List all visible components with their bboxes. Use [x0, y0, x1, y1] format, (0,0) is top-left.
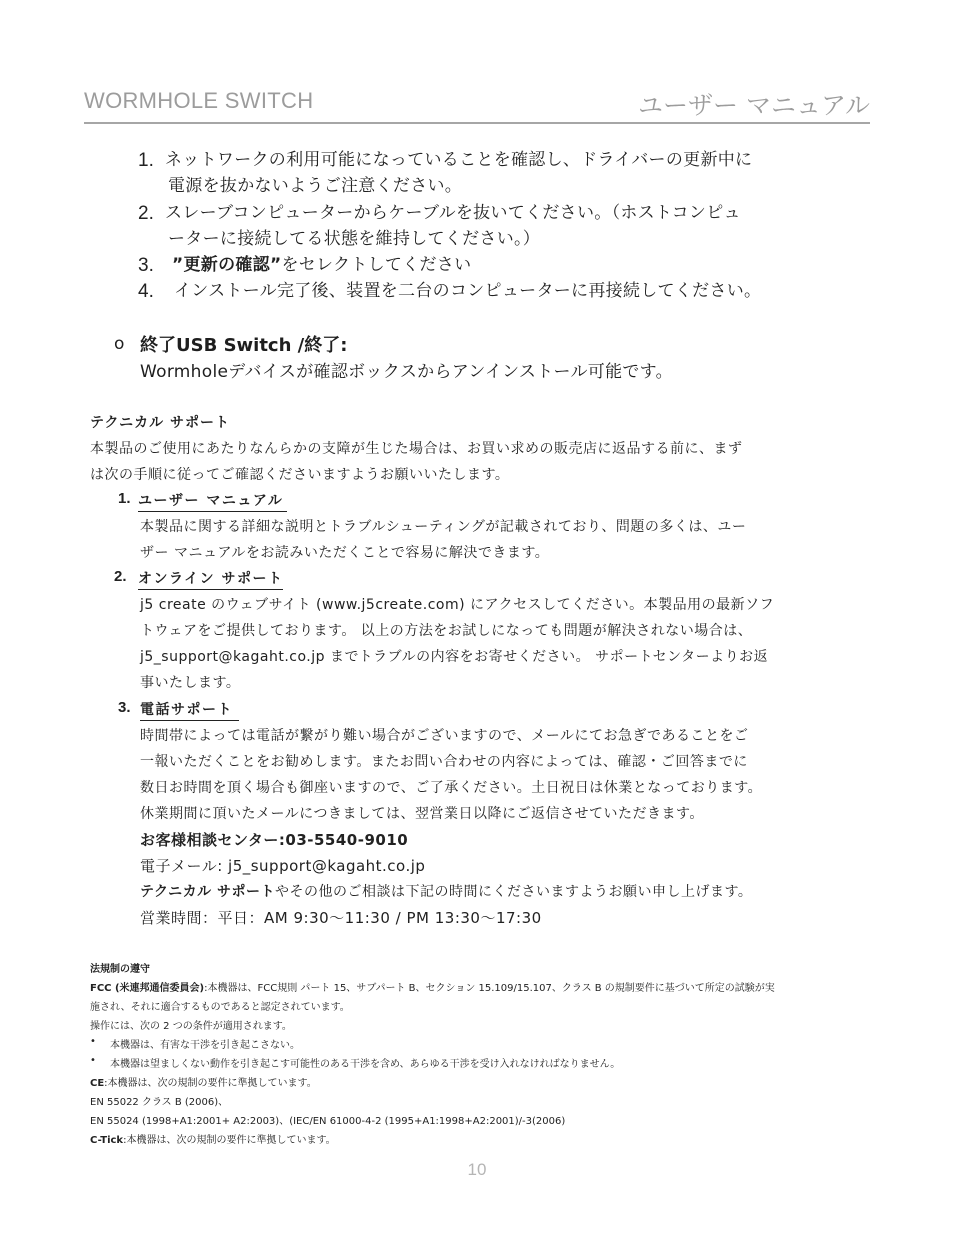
support-item-title: オンライン サポート	[138, 568, 283, 590]
support-item-title: 電話サポート	[140, 699, 239, 721]
support-item-title: ユーザー マニュアル	[138, 490, 287, 512]
support-item-text: 数日お時間を頂く場合も御座いますので、ご了承ください。土日祝日は休業となっております。	[140, 780, 763, 796]
customer-center-phone: お客様相談センター:03-5540-9010	[140, 831, 409, 849]
step-text-rest: をセレクトしてください	[281, 255, 472, 275]
support-item-text: j5_support@kagaht.co.jp までトラブルの内容をお寄せください。 サポートセンターよりお返	[140, 649, 769, 665]
support-item-text: 事いたします。	[140, 675, 241, 691]
support-hours-note	[140, 881, 752, 901]
support-item-text: 一報いただくことをお勧めします。またお問い合わせの内容によっては、確認・ご回答までに	[140, 754, 748, 770]
support-item-text: 休業期間に頂いたメールにつきましては、翌営業日以降にご返信させていただきます。	[140, 806, 704, 822]
standard-en55022: EN 55022 クラス B (2006)、	[90, 1097, 229, 1108]
support-item-number: 1.	[118, 490, 131, 507]
regulatory-heading: 法規制の遵守	[90, 964, 150, 975]
page-number: 10	[467, 1160, 487, 1179]
step-text: ーターに接続してる状態を維持してください。）	[168, 229, 541, 249]
support-item-number: 3.	[118, 699, 131, 716]
step-number: 2.	[138, 203, 154, 224]
intro-text: は次の手順に従ってご確認くださいますようお願いいたします。	[90, 467, 510, 483]
ctick-text: :本機器は、次の規制の要件に準拠しています。	[123, 1135, 336, 1146]
support-hours-emphasis: テクニカル サポート	[140, 884, 276, 900]
ctick-label: C-Tick	[90, 1135, 124, 1146]
support-item-text: トウェアをご提供しております。 以上の方法をお試しになっても問題が解決されない場合は、	[140, 623, 753, 639]
step-number: 3.	[138, 255, 154, 276]
fcc-text: :本機器は、FCC規則 パート 15、サブパート B、セクション 15.109/15.107、クラス B の規制要件に基づいて所定の試験が実	[204, 983, 775, 994]
step-text: 電源を抜かないようご注意ください。	[168, 176, 463, 196]
support-item-text: 時間帯によっては電話が繋がり難い場合がございますので、メールにてお急ぎであることをご	[140, 728, 749, 744]
header-manual-title: ユーザー マニュアル	[638, 91, 870, 120]
support-item-text: ザー マニュアルをお読みいただくことで容易に解決できます。	[140, 545, 550, 561]
step-emphasis: ”更新の確認”	[172, 255, 282, 275]
intro-text: 本製品のご使用にあたりなんらかの支障が生じた場合は、お買い求めの販売店に返品する前に、まず	[90, 441, 743, 457]
support-hours-rest: やその他のご相談は下記の時間にくださいますようお願い申し上げます。	[275, 884, 753, 900]
step-text: スレーブコンピューターからケーブルを抜いてください。（ホストコンピュ	[165, 203, 741, 223]
section-heading: テクニカル サポート	[90, 415, 231, 431]
step-text: インストール完了後、装置を二台のコンピューターに再接続してください。	[174, 281, 762, 301]
bullet-dot-icon: •	[90, 1055, 96, 1066]
support-item-text: 本製品に関する詳細な説明とトラブルシューティングが記載されており、問題の多くは、ユー	[140, 519, 747, 535]
step-number: 4.	[138, 281, 154, 302]
support-email: 電子メール: j5_support@kagaht.co.jp	[140, 857, 426, 875]
condition-item: 本機器は望ましくない動作を引き起こす可能性のある干渉を含め、あらゆる干渉を受け入れなければなりません。	[110, 1059, 621, 1070]
ce-statement	[90, 1074, 317, 1089]
fcc-statement	[90, 979, 775, 994]
bullet-marker: o	[114, 334, 125, 354]
uninstall-text: Wormholeデバイスが確認ボックスからアンインストール可能です。	[140, 362, 673, 382]
uninstall-title: 終了USB Switch /終了:	[140, 335, 348, 356]
bullet-dot-icon: •	[90, 1036, 96, 1047]
support-item-number: 2.	[114, 568, 127, 585]
step-text	[172, 252, 471, 278]
step-number: 1.	[138, 150, 154, 171]
ce-text: :本機器は、次の規制の要件に準拠しています。	[104, 1078, 317, 1089]
ce-label: CE	[90, 1078, 105, 1089]
step-text: ネットワークの利用可能になっていることを確認し、ドライバーの更新中に	[165, 150, 753, 170]
header-divider	[84, 122, 870, 124]
fcc-label: FCC (米連邦通信委員会)	[90, 983, 205, 994]
support-item-text: j5 create のウェブサイト (www.j5create.com) にアクセスしてください。本製品用の最新ソフ	[140, 597, 775, 613]
fcc-statement-continued: 施され、それに適合するものであると認定されています。	[90, 1002, 350, 1013]
standard-en55024: EN 55024 (1998+A1:2001+ A2:2003)、(IEC/EN 61000-4-2 (1995+A1:1998+A2:2001)/-3(2006)	[90, 1116, 566, 1127]
ctick-statement	[90, 1131, 336, 1146]
business-hours: 営業時間：平日：AM 9:30～11:30 / PM 13:30～17:30	[140, 909, 542, 927]
header-product-title: WORMHOLE SWITCH	[84, 88, 314, 113]
operating-conditions: 操作には、次の 2 つの条件が適用されます。	[90, 1021, 292, 1032]
condition-item: 本機器は、有害な干渉を引き起こさない。	[110, 1040, 300, 1051]
